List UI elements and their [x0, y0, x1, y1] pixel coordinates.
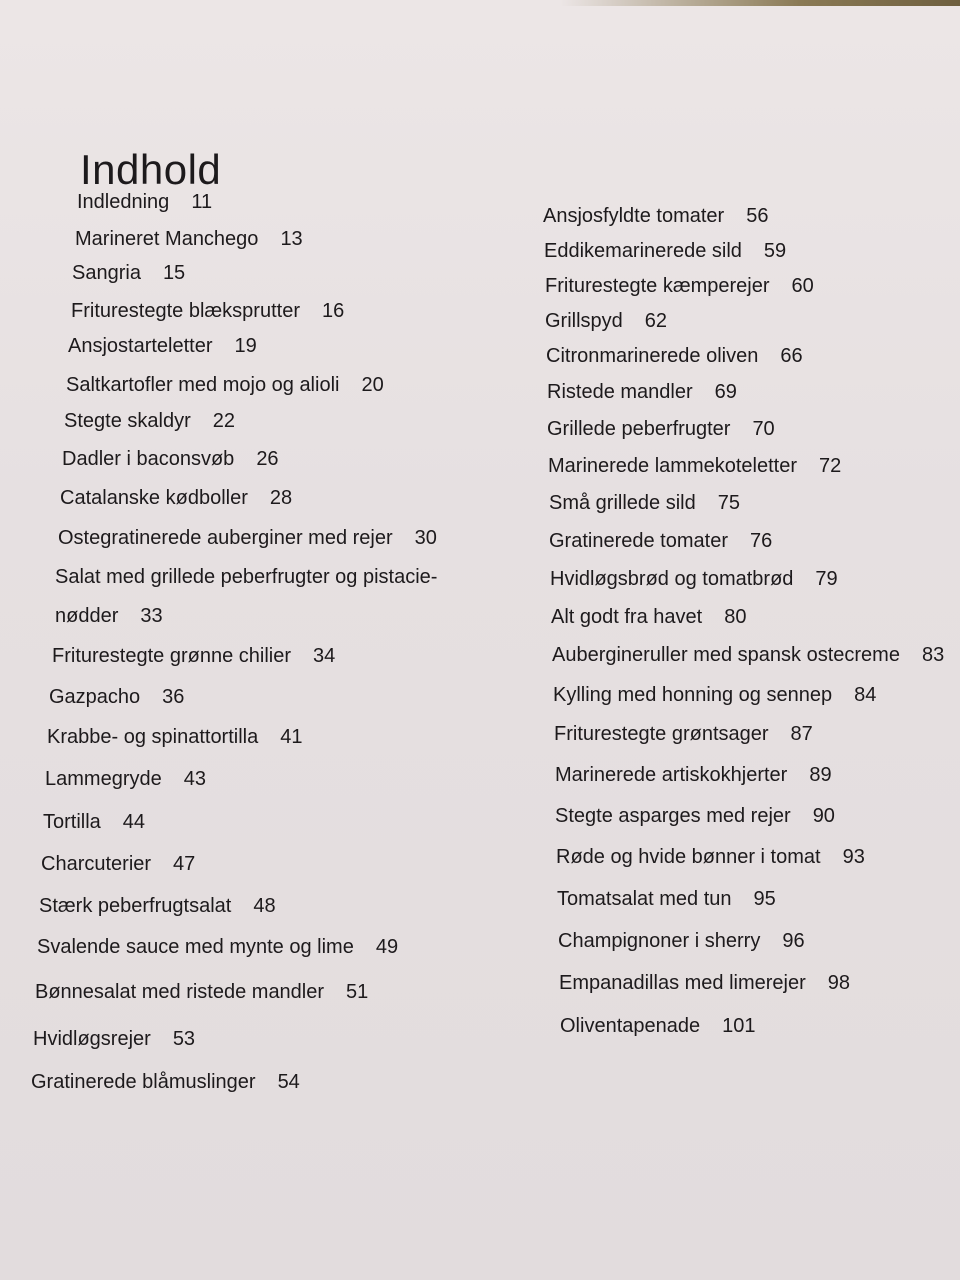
toc-entry-title: Friturestegte kæmperejer	[545, 275, 770, 297]
toc-entry-page-number: 90	[812, 805, 835, 827]
toc-entry	[549, 529, 772, 553]
toc-entry	[41, 852, 195, 876]
toc-entry-title: Champignoner i sherry	[558, 930, 761, 952]
toc-entry-page-number: 15	[162, 262, 186, 284]
toc-entry	[550, 567, 838, 591]
toc-entry-title: Tortilla	[43, 811, 101, 833]
toc-entry-page-number: 20	[361, 374, 384, 396]
toc-entry	[47, 725, 302, 749]
toc-entry-page-number: 75	[717, 492, 740, 514]
toc-entry-page-number: 49	[375, 936, 399, 958]
toc-entry	[62, 447, 279, 471]
toc-entry	[551, 605, 746, 629]
toc-entry-title: Grillspyd	[545, 310, 623, 332]
toc-entry-title: Empanadillas med limerejer	[559, 972, 806, 994]
toc-entry-title: Ristede mandler	[547, 381, 693, 403]
toc-entry-page-number: 51	[346, 981, 369, 1003]
toc-entry	[552, 643, 944, 667]
toc-entry-title: Gazpacho	[49, 686, 141, 708]
toc-entry-title: Små grillede sild	[549, 492, 696, 514]
toc-entry	[557, 887, 776, 911]
toc-entry-page-number: 43	[183, 768, 206, 790]
toc-entry-title: Tomatsalat med tun	[557, 888, 732, 910]
toc-entry	[60, 486, 292, 510]
toc-entry	[558, 929, 805, 953]
toc-entry-page-number: 72	[819, 455, 842, 477]
toc-entry-title: Krabbe- og spinattortilla	[47, 726, 259, 748]
toc-entry-title: Bønnesalat med ristede mandler	[35, 981, 325, 1003]
toc-entry	[547, 380, 737, 404]
toc-entry-page-number: 79	[815, 568, 838, 590]
toc-entry	[55, 565, 437, 628]
toc-entry-page-number: 95	[753, 888, 776, 910]
toc-entry	[544, 239, 786, 263]
toc-entry-page-number: 60	[791, 275, 814, 297]
toc-entry-title: Dadler i baconsvøb	[62, 448, 235, 470]
toc-entry-title: Oliventapenade	[560, 1015, 701, 1037]
toc-entry-page-number: 89	[809, 764, 832, 786]
toc-entry-title: Hvidløgsrejer	[33, 1028, 151, 1050]
toc-entry	[58, 526, 437, 550]
toc-entry	[560, 1014, 755, 1038]
toc-entry	[547, 417, 775, 441]
toc-entry	[545, 309, 667, 333]
toc-entry	[35, 980, 368, 1004]
toc-entry-title: Ansjosfyldte tomater	[543, 205, 725, 227]
toc-entry-title: Charcuterier	[41, 853, 152, 875]
toc-entry-page-number: 87	[790, 723, 813, 745]
toc-entry-title: Citronmarinerede oliven	[546, 345, 759, 367]
toc-entry-page-number: 80	[724, 606, 747, 628]
toc-entry-title: Eddikemarinerede sild	[544, 240, 742, 262]
toc-entry-page-number: 28	[269, 487, 293, 509]
toc-entry	[559, 971, 850, 995]
toc-entry-title: Salat med grillede peberfrugter og pistacie-	[55, 566, 438, 588]
toc-entry	[555, 763, 832, 787]
toc-entry-page-number: 98	[827, 972, 851, 994]
toc-entry	[68, 334, 257, 358]
toc-entry-title: Ansjostarteletter	[68, 335, 213, 357]
toc-entry	[546, 344, 803, 368]
toc-entry-title: Marineret Manchego	[75, 228, 259, 250]
toc-entry	[49, 685, 184, 709]
toc-entry-page-number: 69	[714, 381, 737, 403]
page-title: Indhold	[80, 146, 222, 194]
toc-entry	[39, 894, 276, 918]
toc-entry-title: Sangria	[72, 262, 141, 284]
toc-entry-page-number: 66	[780, 345, 803, 367]
toc-entry	[64, 409, 235, 433]
toc-entry-page-number: 54	[277, 1071, 300, 1093]
toc-entry-page-number: 48	[253, 895, 276, 917]
toc-entry-page-number: 33	[140, 605, 163, 627]
toc-entry-page-number: 53	[172, 1028, 196, 1050]
toc-entry	[66, 373, 384, 397]
toc-entry	[554, 722, 813, 746]
toc-entry-page-number: 70	[752, 418, 775, 440]
toc-entry	[52, 644, 335, 668]
toc-entry-page-number: 44	[122, 811, 146, 833]
toc-entry-page-number: 47	[173, 853, 196, 875]
toc-entry-title: Marinerede artiskokhjerter	[555, 764, 788, 786]
toc-entry	[33, 1027, 195, 1051]
toc-entry	[543, 204, 768, 228]
toc-entry	[45, 767, 206, 791]
toc-entry-title: Stærk peberfrugtsalat	[39, 895, 232, 917]
toc-entry-title: Gratinerede blåmuslinger	[31, 1071, 256, 1093]
toc-entry-title: Ostegratinerede auberginer med rejer	[58, 527, 393, 549]
toc-entry-title: Alt godt fra havet	[551, 606, 703, 628]
toc-entry-page-number: 13	[280, 228, 303, 250]
toc-entry-title: Stegte asparges med rejer	[555, 805, 791, 827]
toc-entry-page-number: 19	[234, 335, 257, 357]
toc-entry-title: Svalende sauce med mynte og lime	[37, 936, 354, 958]
toc-entry-title: Friturestegte grøntsager	[554, 723, 769, 745]
toc-entry-page-number: 30	[414, 527, 437, 549]
toc-entry-page-number: 16	[321, 300, 345, 322]
toc-entry-title-continuation: nødder	[55, 605, 119, 627]
toc-entry	[72, 261, 185, 285]
toc-entry-page-number: 59	[763, 240, 787, 262]
toc-entry	[549, 491, 740, 515]
toc-entry	[553, 683, 876, 707]
toc-entry-page-number: 56	[746, 205, 769, 227]
toc-entry-title: Catalanske kødboller	[60, 487, 248, 509]
toc-entry-page-number: 41	[280, 726, 303, 748]
toc-entry	[555, 804, 835, 828]
toc-entry-title-continued	[55, 604, 437, 628]
toc-entry-title: Saltkartofler med mojo og alioli	[66, 374, 340, 396]
toc-entry-page-number: 84	[854, 684, 877, 706]
toc-entry	[556, 845, 865, 869]
toc-entry-title: Kylling med honning og sennep	[553, 684, 833, 706]
toc-entry-page-number: 62	[644, 310, 668, 332]
toc-entry-page-number: 22	[212, 410, 235, 432]
toc-entry-title: Friturestegte blæksprutter	[71, 300, 300, 322]
toc-entry-title: Aubergineruller med spansk ostecreme	[552, 644, 900, 666]
toc-entry	[545, 274, 814, 298]
toc-entry-page-number: 96	[782, 930, 805, 952]
toc-entry-title: Lammegryde	[45, 768, 162, 790]
toc-entry-title: Hvidløgsbrød og tomatbrød	[550, 568, 794, 590]
toc-entry-page-number: 11	[191, 191, 213, 213]
toc-entry-page-number: 76	[749, 530, 773, 552]
toc-entry	[77, 190, 212, 214]
toc-entry-title: Grillede peberfrugter	[547, 418, 731, 440]
toc-entry-title: Indledning	[77, 191, 170, 213]
toc-entry	[75, 227, 303, 251]
toc-entry	[31, 1070, 300, 1094]
toc-entry-title: Gratinerede tomater	[549, 530, 728, 552]
toc-entry	[71, 299, 344, 323]
toc-entry-title: Marinerede lammekoteletter	[548, 455, 797, 477]
page-edge-shadow	[560, 0, 960, 6]
toc-entry-title: Stegte skaldyr	[64, 410, 191, 432]
toc-entry	[548, 454, 841, 478]
toc-entry	[37, 935, 398, 959]
toc-entry-page-number: 93	[842, 846, 865, 868]
toc-entry-title: Friturestegte grønne chilier	[52, 645, 291, 667]
toc-entry-page-number: 83	[921, 644, 945, 666]
toc-entry-page-number: 26	[256, 448, 279, 470]
toc-entry-title: Røde og hvide bønner i tomat	[556, 846, 821, 868]
toc-entry-page-number: 34	[312, 645, 336, 667]
toc-entry-page-number: 36	[162, 686, 185, 708]
toc-entry	[43, 810, 145, 834]
toc-entry-page-number: 101	[722, 1015, 756, 1037]
